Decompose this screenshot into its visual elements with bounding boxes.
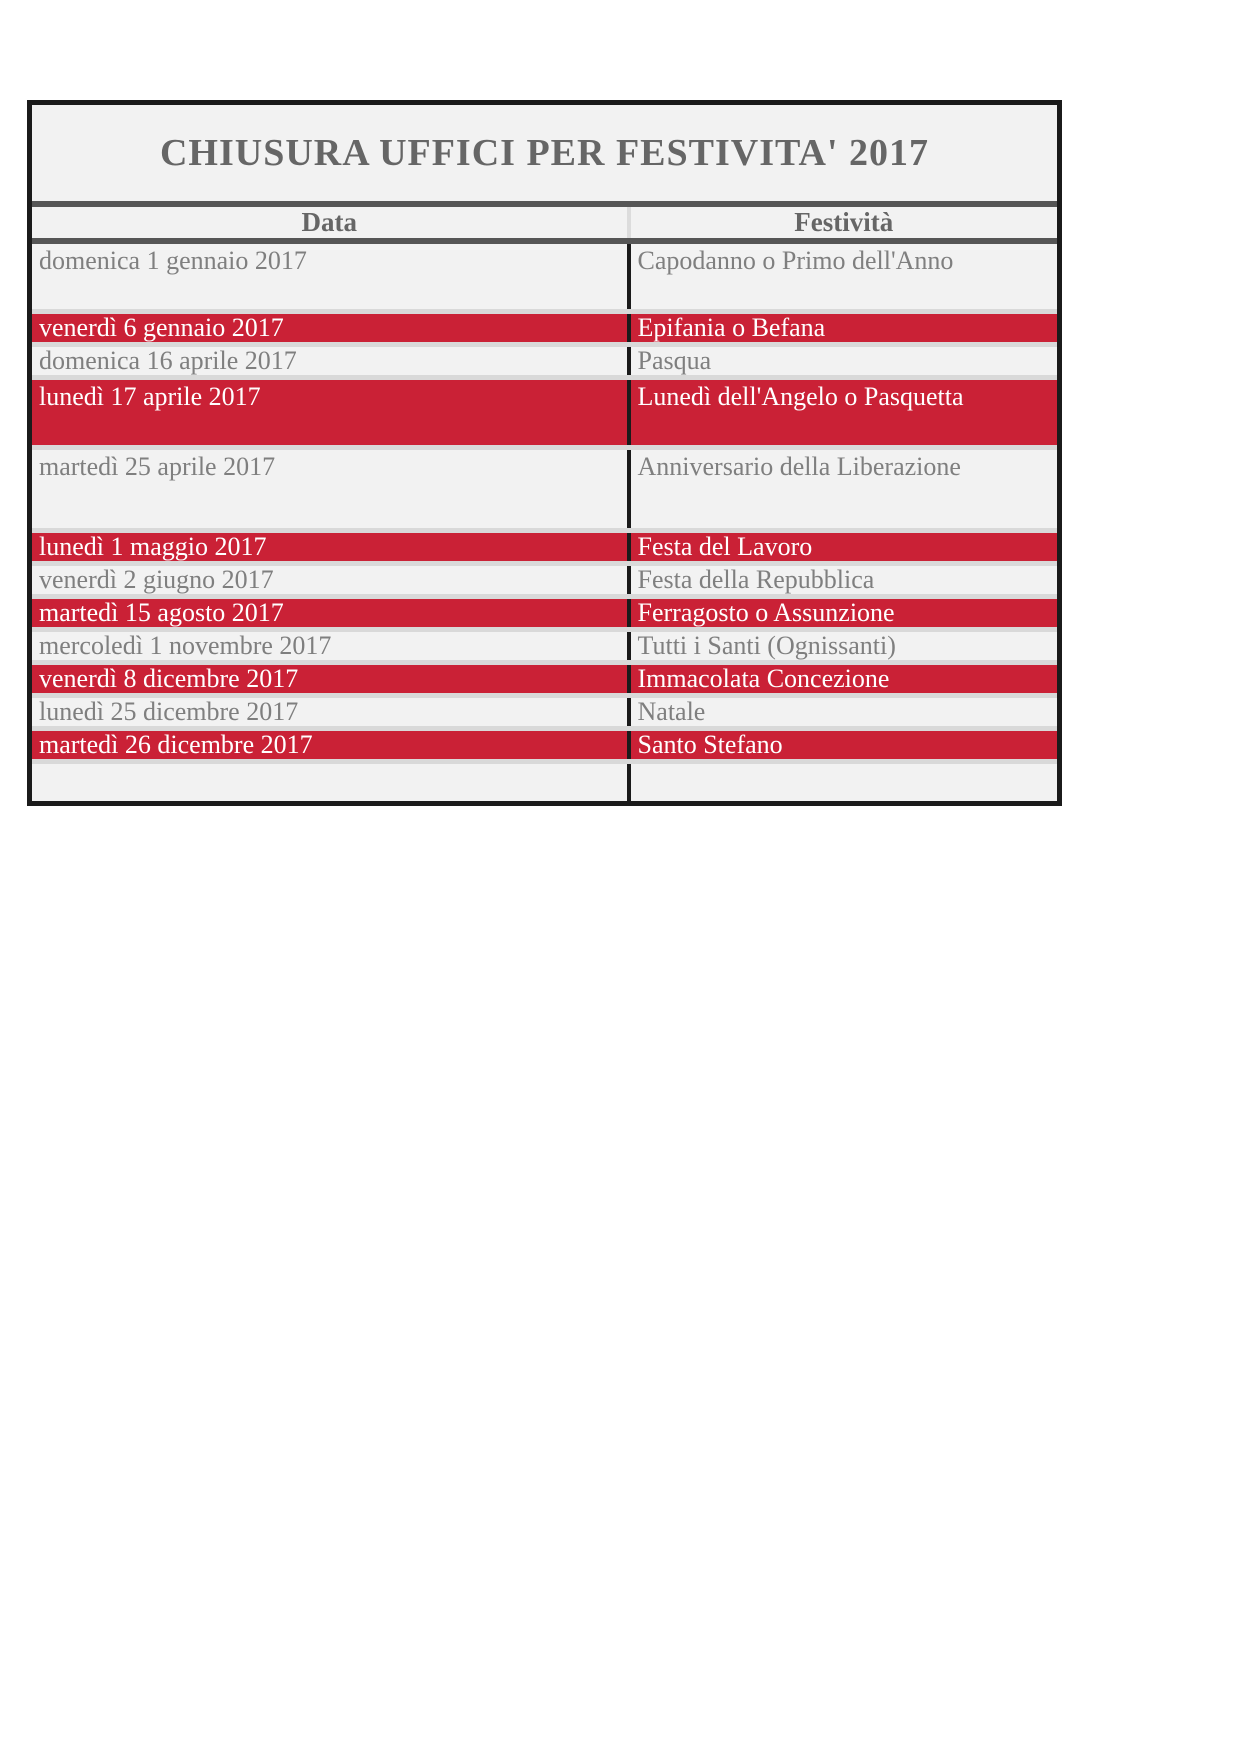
table-row xyxy=(32,566,1057,599)
table-row-empty xyxy=(32,764,1057,801)
table-row xyxy=(32,599,1057,632)
row-date-cell xyxy=(32,764,627,801)
row-holiday-cell: Lunedì dell'Angelo o Pasquetta xyxy=(627,380,1058,445)
table-row xyxy=(32,533,1057,566)
row-date-cell: venerdì 2 giugno 2017 xyxy=(39,566,274,594)
row-date-cell: martedì 25 aprile 2017 xyxy=(39,452,276,481)
row-holiday-cell: Festa del Lavoro xyxy=(627,533,1058,561)
row-date-cell: lunedì 17 aprile 2017 xyxy=(39,382,261,411)
row-date-cell: mercoledì 1 novembre 2017 xyxy=(39,632,332,660)
row-holiday-cell xyxy=(627,764,1058,801)
row-holiday-cell: Anniversario della Liberazione xyxy=(627,450,1058,528)
row-date-cell: venerdì 6 gennaio 2017 xyxy=(39,314,284,342)
row-date-cell: domenica 16 aprile 2017 xyxy=(39,347,297,375)
row-holiday-cell: Natale xyxy=(627,698,1058,726)
table-row xyxy=(32,314,1057,347)
row-holiday-cell: Immacolata Concezione xyxy=(627,665,1058,693)
table-row xyxy=(32,731,1057,764)
row-date-cell: lunedì 25 dicembre 2017 xyxy=(39,698,299,726)
table-title: CHIUSURA UFFICI PER FESTIVITA' 2017 xyxy=(32,105,1057,201)
table-row xyxy=(32,244,1057,314)
row-holiday-cell: Festa della Repubblica xyxy=(627,566,1058,594)
table-row xyxy=(32,632,1057,665)
row-holiday-cell: Tutti i Santi (Ognissanti) xyxy=(627,632,1058,660)
column-header-data: Data xyxy=(301,207,357,237)
column-header-festivita: Festività xyxy=(627,207,1058,238)
row-date-cell: domenica 1 gennaio 2017 xyxy=(39,246,307,275)
table-row xyxy=(32,380,1057,450)
row-date-cell: lunedì 1 maggio 2017 xyxy=(39,533,267,561)
row-holiday-cell: Epifania o Befana xyxy=(627,314,1058,342)
table-row xyxy=(32,698,1057,731)
row-holiday-cell: Ferragosto o Assunzione xyxy=(627,599,1058,627)
holiday-closures-table xyxy=(27,100,1062,806)
row-holiday-cell: Pasqua xyxy=(627,347,1058,375)
row-holiday-cell: Capodanno o Primo dell'Anno xyxy=(627,244,1058,309)
row-date-cell: venerdì 8 dicembre 2017 xyxy=(39,665,299,693)
table-row xyxy=(32,450,1057,533)
table-row xyxy=(32,665,1057,698)
row-holiday-cell: Santo Stefano xyxy=(627,731,1058,759)
table-row xyxy=(32,347,1057,380)
row-date-cell: martedì 15 agosto 2017 xyxy=(39,599,284,627)
table-body xyxy=(32,244,1057,801)
table-header-row xyxy=(32,207,1057,238)
row-date-cell: martedì 26 dicembre 2017 xyxy=(39,731,313,759)
